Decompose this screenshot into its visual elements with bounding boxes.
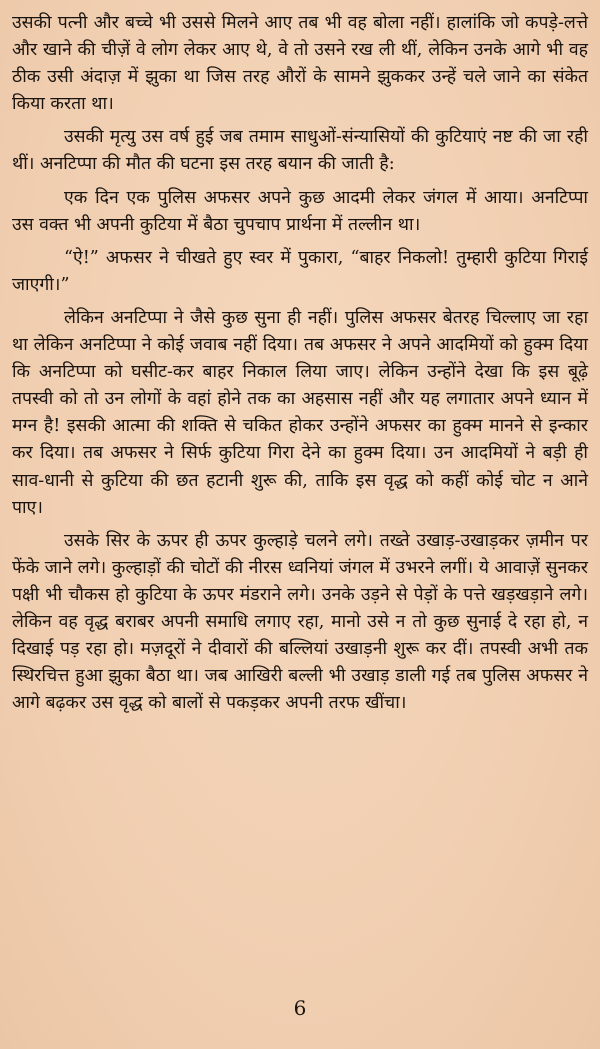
paragraph-4: “ऐ!” अफसर ने चीखते हुए स्वर में पुकारा, “बाहर निकलो! तुम्हारी कुटिया गिराई जाएगी।” [12, 247, 588, 295]
paragraph-1: उसकी पत्नी और बच्चे भी उससे मिलने आए तब भी वह बोला नहीं। हालांकि जो कपड़े-लत्ते और खाने की चीज़ें वे लोग लेकर आए थे, वे तो उसने रख ली थीं, लेकिन उनके आगे भी वह ठीक उसी अंदाज़ में झुका था जिस तरह औरों के सामने झुककर उन्हें चले जाने का संकेत किया करता था। [12, 13, 588, 115]
paragraph-2: उसकी मृत्यु उस वर्ष हुई जब तमाम साधुओं-संन्यासियों की कुटियाएं नष्ट की जा रही थीं। अनटिप्पा की मौत की घटना इस तरह बयान की जाती है: [12, 127, 588, 175]
paragraph-5: लेकिन अनटिप्पा ने जैसे कुछ सुना ही नहीं। पुलिस अफसर बेतरह चिल्लाए जा रहा था लेकिन अनटिप्पा ने कोई जवाब नहीं दिया। तब अफसर ने अपने आदमियों को हुक्म दिया कि अनटिप्पा को घसीट-कर बाहर निकाल लिया जाए। लेकिन उन्होंने देखा कि इस बूढ़े तपस्वी को तो उन लोगों के वहां होने तक का अहसास नहीं और यह लगातार अपने ध्यान में मग्न है! इसकी आत्मा की शक्ति से चकित होकर उन्होंने अफसर का हुक्म मानने से इन्कार कर दिया। तब अफसर ने सिर्फ कुटिया गिरा देने का हुक्म दिया। उन आदमियों ने बड़ी ही साव-धानी से कुटिया की छत हटानी शुरू की, ताकि इस वृद्ध को कहीं कोई चोट न आने पाए। [12, 307, 588, 518]
page-number: 6 [293, 996, 307, 1020]
paragraph-3: एक दिन एक पुलिस अफसर अपने कुछ आदमी लेकर जंगल में आया। अनटिप्पा उस वक्त भी अपनी कुटिया में बैठा चुपचाप प्रार्थना में तल्लीन था। [12, 187, 588, 235]
paragraph-6: उसके सिर के ऊपर ही ऊपर कुल्हाड़े चलने लगे। तख्ते उखाड़-उखाड़कर ज़मीन पर फेंके जाने लगे। कुल्हाड़ों की चोटों की नीरस ध्वनियां जंगल में उभरने लगीं। ये आवाज़ें सुनकर पक्षी भी चौकस हो कुटिया के ऊपर मंडराने लगे। उनके उड़ने से पेड़ों के पत्ते खड़खड़ाने लगे। लेकिन वह वृद्ध बराबर अपनी समाधि लगाए रहा, मानो उसे न तो कुछ सुनाई दे रहा हो, न दिखाई पड़ रहा हो। मज़दूरों ने दीवारों की बल्लियां उखाड़नी शुरू कर दीं। तपस्वी अभी तक स्थिरचित्त हुआ झुका बैठा था। जब आखिरी बल्ली भी उखाड़ डाली गई तब पुलिस अफसर ने आगे बढ़कर उस वृद्ध को बालों से पकड़कर अपनी तरफ खींचा। [12, 530, 588, 714]
